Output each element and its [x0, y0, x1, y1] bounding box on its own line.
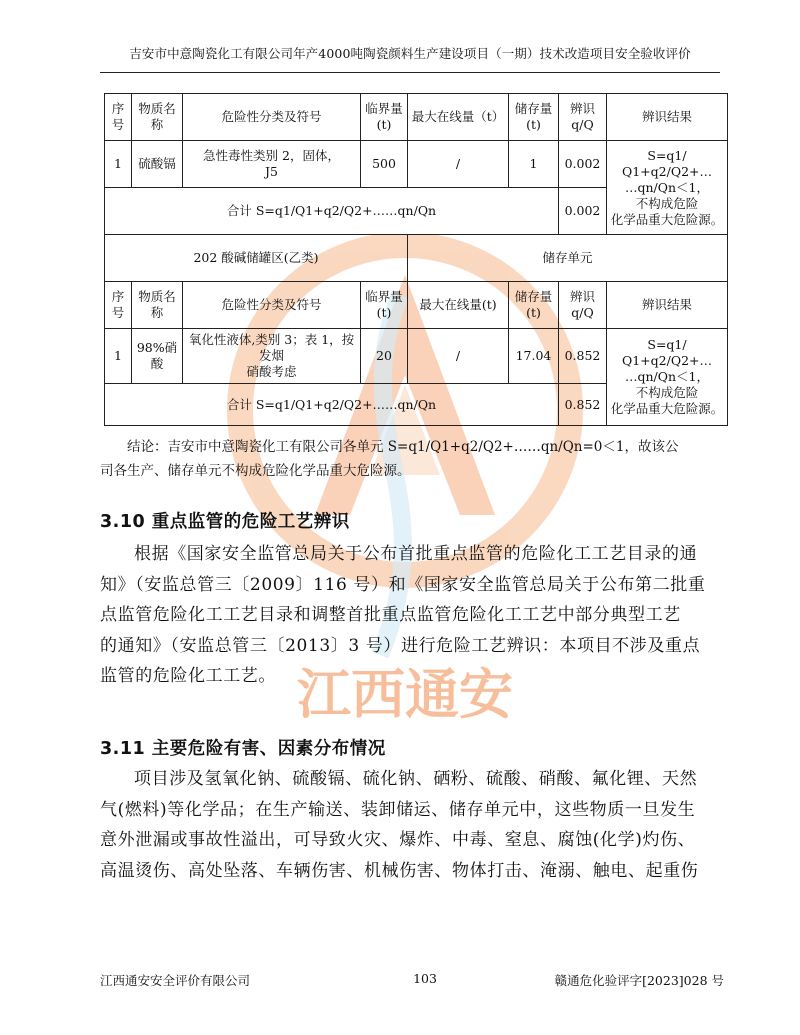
row-result: S=q1/ Q1+q2/Q2+… …qn/Qn＜1， 不构成危险 化学品重大危险源。	[607, 141, 728, 235]
col-header-hazard: 危险性分类及符号	[183, 94, 361, 141]
row-storage: 1	[509, 141, 559, 188]
row-max-online: /	[408, 141, 509, 188]
row-hazard: 氧化性液体,类别 3；表 1，按 发烟 硝酸考虑	[183, 329, 361, 384]
total-formula: 合计 S=q1/Q1+q2/Q2+……qn/Qn	[105, 188, 559, 235]
paragraph-line: 根据《国家安全监管总局关于公布首批重点监管的危险化工工艺目录的通	[134, 544, 698, 564]
row-max-online: /	[408, 329, 509, 384]
section-header-row	[105, 235, 728, 282]
col-header-storage: 储存量(t)	[509, 282, 559, 329]
col-header-threshold: 临界量(t)	[361, 94, 408, 141]
section-heading-3-10: 3.10 重点监管的危险工艺辨识	[100, 512, 350, 532]
row-threshold: 500	[361, 141, 408, 188]
table-header-row	[105, 282, 728, 329]
col-header-hazard: 危险性分类及符号	[183, 282, 361, 329]
storage-unit-label: 储存单元	[408, 235, 728, 282]
footer-company: 江西通安安全评价有限公司	[100, 973, 251, 988]
total-value: 0.852	[559, 384, 607, 426]
total-formula: 合计 S=q1/Q1+q2/Q2+……qn/Qn	[105, 384, 559, 426]
footer-document-number: 赣通危化验评字[2023]028 号	[554, 973, 724, 988]
row-threshold: 20	[361, 329, 408, 384]
row-index: 1	[105, 141, 132, 188]
row-hazard: 急性毒性类别 2，固体， J5	[183, 141, 361, 188]
total-value: 0.002	[559, 188, 607, 235]
paragraph-line: 高温烫伤、高处坠落、车辆伤害、机械伤害、物体打击、淹溺、触电、起重伤	[100, 860, 699, 881]
section-3-11-body	[100, 764, 725, 886]
conclusion-paragraph	[100, 435, 725, 483]
col-header-storage: 储存量(t)	[509, 94, 559, 141]
paragraph-line: 的通知》（安监总管三〔2013〕3 号）进行危险工艺辨识：本项目不涉及重点	[100, 635, 701, 656]
storage-area-name: 202 酸碱储罐区(乙类)	[105, 235, 408, 282]
watermark-text: 江西通安	[297, 663, 513, 726]
row-ratio: 0.852	[559, 329, 607, 384]
table-row	[105, 329, 728, 384]
row-substance: 98%硝 酸	[132, 329, 183, 384]
row-result: S=q1/ Q1+q2/Q2+… …qn/Qn＜1， 不构成危险 化学品重大危险源。	[607, 329, 728, 426]
page-number: 103	[413, 971, 437, 986]
col-header-name: 物质名称	[132, 94, 183, 141]
col-header-max-online: 最大在线量(t)	[408, 282, 509, 329]
conclusion-line-1: 结论：吉安市中意陶瓷化工有限公司各单元 S=q1/Q1+q2/Q2+……qn/Qn=0＜1，故该公	[127, 439, 679, 455]
conclusion-line-2: 司各生产、储存单元不构成危险化学品重大危险源。	[100, 463, 411, 479]
table-header-row	[105, 94, 728, 141]
paragraph-line: 意外泄漏或事故性溢出，可导致火灾、爆炸、中毒、窒息、腐蚀(化学)灼伤、	[100, 830, 696, 850]
col-header-threshold: 临界量(t)	[361, 282, 408, 329]
paragraph-line: 点监管危险化工工艺目录和调整首批重点监管危险化工工艺中部分典型工艺	[100, 605, 681, 625]
col-header-ratio: 辨识q/Q	[559, 94, 607, 141]
section-heading-3-11: 3.11 主要危险有害、因素分布情况	[100, 739, 386, 759]
col-header-max-online: 最大在线量（t）	[408, 94, 509, 141]
row-index: 1	[105, 329, 132, 384]
row-storage: 17.04	[509, 329, 559, 384]
paragraph-line: 气(燃料)等化学品；在生产输送、装卸储运、储存单元中，这些物质一旦发生	[100, 799, 696, 820]
col-header-index: 序号	[105, 94, 132, 141]
hazard-identification-table	[104, 93, 728, 426]
paragraph-line: 知》（安监总管三〔2009〕116 号）和《国家安全监管总局关于公布第二批重	[100, 574, 706, 595]
header-divider	[100, 72, 720, 73]
col-header-index: 序号	[105, 282, 132, 329]
row-substance: 硫酸镉	[132, 141, 183, 188]
col-header-result: 辨识结果	[607, 282, 728, 329]
section-3-10-body	[100, 539, 725, 692]
col-header-ratio: 辨识q/Q	[559, 282, 607, 329]
paragraph-line: 监管的危险化工工艺。	[100, 666, 276, 686]
row-ratio: 0.002	[559, 141, 607, 188]
col-header-result: 辨识结果	[607, 94, 728, 141]
col-header-name: 物质名称	[132, 282, 183, 329]
paragraph-line: 项目涉及氢氧化钠、硫酸镉、硫化钠、硒粉、硫酸、硝酸、氟化锂、天然	[134, 769, 698, 789]
page-header-title: 吉安市中意陶瓷化工有限公司年产4000吨陶瓷颜料生产建设项目（一期）技术改造项目安全验收评价	[129, 46, 691, 61]
table-row	[105, 141, 728, 188]
